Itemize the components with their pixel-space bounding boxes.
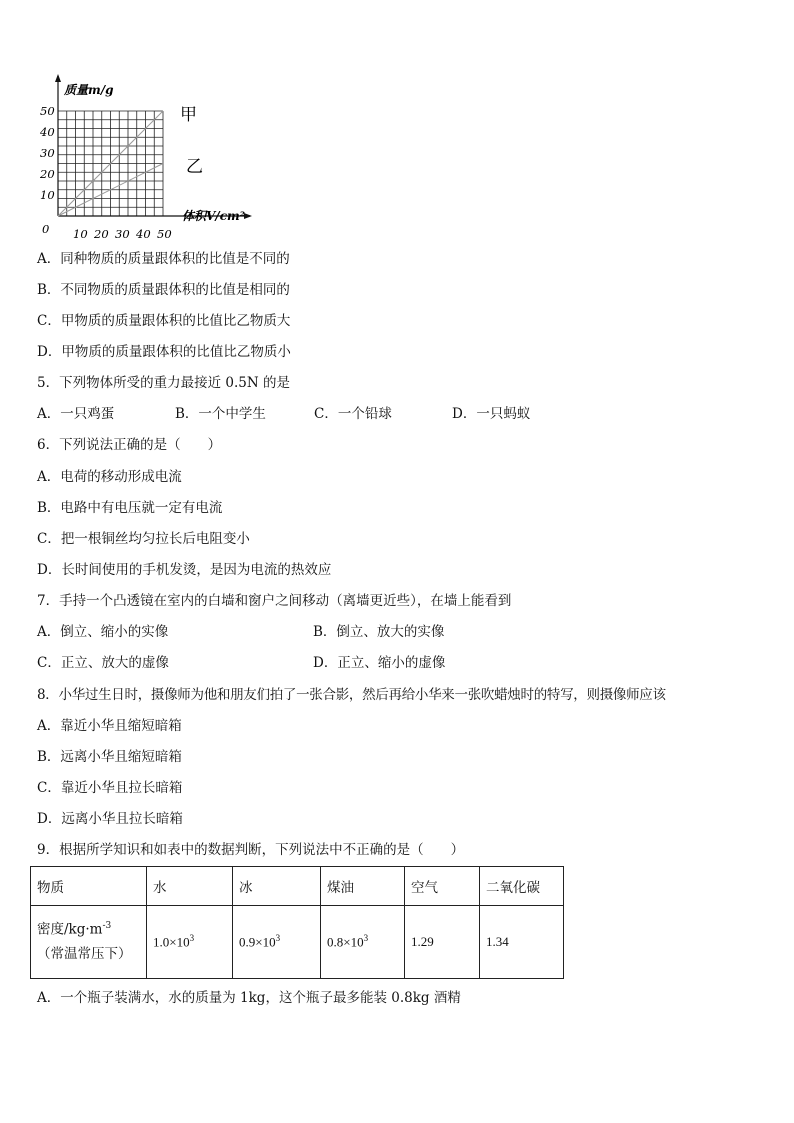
q8-option-c: C．靠近小华且拉长暗箱 <box>37 780 183 796</box>
table-header-cell: 水 <box>147 867 233 906</box>
q5-option-a: A．一只鸡蛋 <box>37 406 115 422</box>
y-tick-label: 20 <box>40 167 55 181</box>
q6-option-c: C．把一根铜丝均匀拉长后电阻变小 <box>37 531 250 547</box>
q9-stem: 9．根据所学知识和如表中的数据判断，下列说法中不正确的是（ ） <box>37 842 465 858</box>
x-tick-label: 20 <box>94 227 109 241</box>
density-water: $1.0\times 10^3$ <box>147 906 233 979</box>
x-tick-label: 30 <box>115 227 130 241</box>
q8-stem: 8．小华过生日时，摄像师为他和朋友们拍了一张合影，然后再给小华来一张吹蜡烛时的特写，则摄像师应该 <box>37 687 666 703</box>
q6-stem: 6．下列说法正确的是（ ） <box>37 437 222 453</box>
x-axis-label: 体积V/cm² <box>182 209 245 223</box>
q7-option-a: A．倒立、缩小的实像 <box>37 624 169 640</box>
q8-option-d: D．远离小华且拉长暗箱 <box>37 811 183 827</box>
table-header-cell: 冰 <box>233 867 321 906</box>
x-axis-arrow <box>244 213 252 219</box>
q7-option-d: D．正立、缩小的虚像 <box>313 655 446 671</box>
table-header-cell: 空气 <box>405 867 480 906</box>
series-label-yi: 乙 <box>186 157 203 177</box>
density-co2: 1.34 <box>480 906 564 979</box>
density-kerosene: $0.8\times 10^3$ <box>321 906 405 979</box>
row-label-cell <box>31 906 147 979</box>
density-table <box>30 866 564 979</box>
y-axis-label: 质量m/g <box>64 83 114 97</box>
origin-label: 0 <box>42 222 50 236</box>
q5-stem: 5．下列物体所受的重力最接近 0.5N 的是 <box>37 375 290 391</box>
table-header-cell: 二氧化碳 <box>480 867 564 906</box>
q6-option-a: A．电荷的移动形成电流 <box>37 469 182 485</box>
q5-option-b: B．一个中学生 <box>175 406 266 422</box>
q7-stem: 7．手持一个凸透镜在室内的白墙和窗户之间移动（离墙更近些），在墙上能看到 <box>37 593 512 609</box>
row-label-condition: （常温常压下） <box>37 945 132 962</box>
y-tick-label: 30 <box>40 146 55 160</box>
q7-option-b: B．倒立、放大的实像 <box>313 624 445 640</box>
table-header-cell: 煤油 <box>321 867 405 906</box>
q5-option-c: C．一个铅球 <box>314 406 392 422</box>
y-tick-label: 50 <box>40 104 55 118</box>
mass-volume-graph <box>28 70 258 242</box>
series-label-jia: 甲 <box>180 105 197 125</box>
q6-option-d: D．长时间使用的手机发烫，是因为电流的热效应 <box>37 562 332 578</box>
table-header-cell: 物质 <box>31 867 147 906</box>
x-tick-label: 50 <box>157 227 172 241</box>
q4-option-c: C．甲物质的质量跟体积的比值比乙物质大 <box>37 313 291 329</box>
q7-option-c: C．正立、放大的虚像 <box>37 655 169 671</box>
q4-option-d: D．甲物质的质量跟体积的比值比乙物质小 <box>37 344 291 360</box>
q6-option-b: B．电路中有电压就一定有电流 <box>37 500 223 516</box>
y-tick-label: 10 <box>40 188 55 202</box>
unit-exponent: -3 <box>102 921 112 932</box>
x-tick-label: 40 <box>136 227 151 241</box>
y-axis-arrow <box>55 74 61 82</box>
table-row <box>31 906 564 979</box>
density-ice: $0.9\times 10^3$ <box>233 906 321 979</box>
q4-option-a: A．同种物质的质量跟体积的比值是不同的 <box>37 251 290 267</box>
q5-option-d: D．一只蚂蚁 <box>452 406 531 422</box>
x-tick-label: 10 <box>73 227 88 241</box>
table-header-row <box>31 867 564 906</box>
y-tick-label: 40 <box>40 125 55 139</box>
q4-option-b: B．不同物质的质量跟体积的比值是相同的 <box>37 282 290 298</box>
q9-option-a: A．一个瓶子装满水，水的质量为 1kg，这个瓶子最多能装 0.8kg 酒精 <box>37 990 461 1006</box>
q8-option-b: B．远离小华且缩短暗箱 <box>37 749 182 765</box>
density-air: 1.29 <box>405 906 480 979</box>
q8-option-a: A．靠近小华且缩短暗箱 <box>37 718 182 734</box>
row-label-unit: 密度$/kg\cdot m^{-3}$ <box>37 921 112 938</box>
